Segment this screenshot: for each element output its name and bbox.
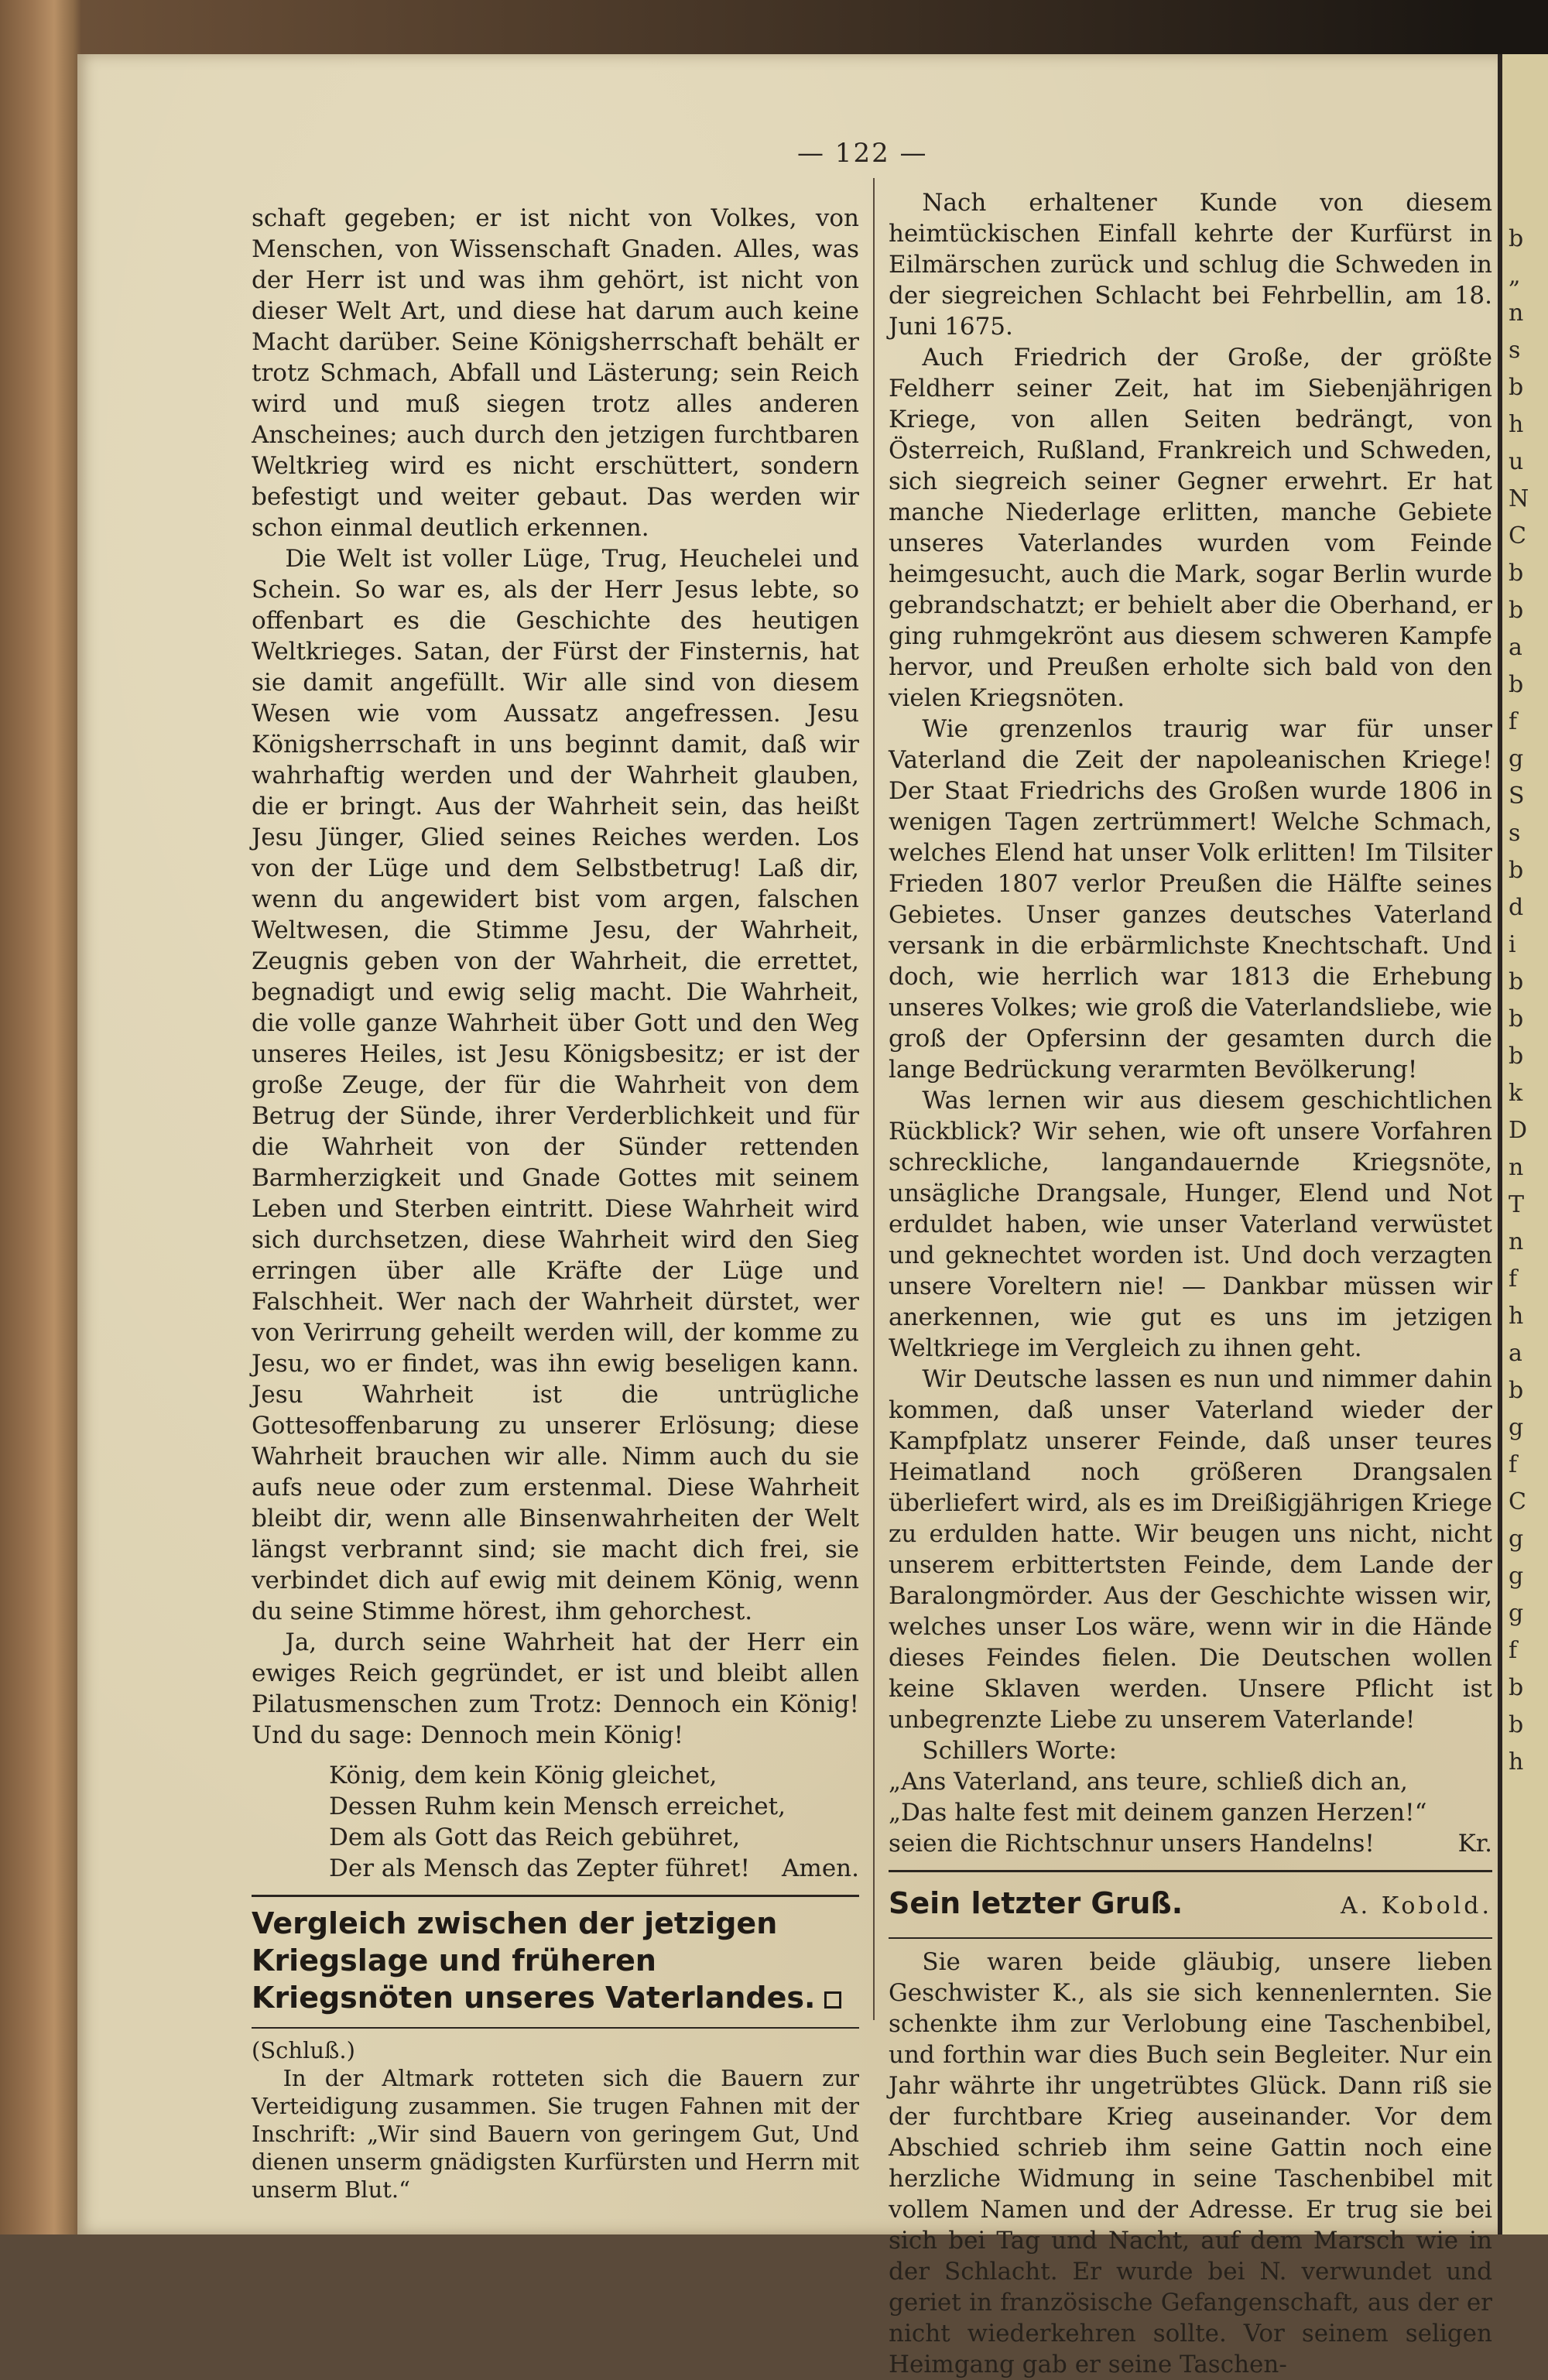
fragment-letter: „ (1509, 262, 1521, 289)
fragment-letter: s (1509, 337, 1521, 364)
fragment-letter: g (1509, 1600, 1524, 1627)
paragraph: schaft gegeben; er ist nicht von Volkes, von Menschen, von Wissenschaft Gnaden. Alles, was der Herr ist und was ihm gehört, ist nicht von dieser Welt Art, und diese hat darum auch keine Macht darüber. Seine Königsherrschaft behält er trotz Schmach, Abfall und Lästerung; sein Reich wird und muß siegen trotz alles anderen Anscheines; auch durch den jetzigen furchtbaren Weltkrieg wird es nicht erschüttert, sondern befestigt und weiter gebaut. Das werden wir schon einmal deutlich erkennen. (252, 204, 859, 542)
fragment-letter: g (1509, 1563, 1524, 1590)
fragment-letter: u (1509, 448, 1524, 475)
fragment-letter: g (1509, 1526, 1524, 1553)
fragment-letter: g (1509, 745, 1524, 772)
hymn-verse (329, 1760, 859, 1884)
fragment-letter: b (1509, 1043, 1524, 1070)
paragraph: Sie waren beide gläubig, unsere lieben Geschwister K., als sie sich kennenlernten. Sie schenkte ihm zur Verlobung eine Taschenbibel, und forthin war dies Buch sein Begleiter. Nur ein Jahr währte ihr ungetrübtes Glück. Dann riß sie der furchtbare Krieg auseinander. Vor dem Abschied schrieb ihm seine Gattin noch eine herzliche Widmung in seine Taschenbibel mit vollem Namen und der Adresse. Er trug sie bei sich bei Tag und Nacht, auf dem Marsch wie in der Schlacht. Er wurde bei N. verwundet und geriet in französische Gefangenschaft, aus der er nicht wiederkehren sollte. Vor seinem seligen Heimgang gab er seine Taschen- (889, 1948, 1492, 2378)
section-rule (252, 2027, 859, 2029)
next-page-edge (1498, 54, 1548, 2234)
closing-line (889, 1828, 1492, 1859)
fragment-letter: d (1509, 894, 1524, 921)
fragment-letter: S (1509, 782, 1525, 810)
fragment-letter: n (1509, 1228, 1524, 1255)
fragment-letter: g (1509, 1414, 1524, 1441)
paragraph: Auch Friedrich der Große, der größte Feldherr seiner Zeit, hat im Siebenjährigen Kriege, von allen Seiten bedrängt, von Österreich, Rußland, Frankreich und Schweden, sich siegreich seiner Gegner erwehrt. Er hat manche Niederlage erlitten, manche Gebiete unseres Vaterlandes wurden vom Feinde heimgesucht, auch die Mark, sogar Berlin wurde gebrandschatzt; er behielt aber die Oberhand, er ging ruhmgekrönt aus diesem schweren Kampfe hervor, und Preußen erholte sich bald von den vielen Kriegsnöten. (889, 344, 1492, 712)
section-rule (889, 1870, 1492, 1872)
article-author: A. Kobold. (1340, 1892, 1492, 1919)
fragment-letter: C (1509, 1488, 1526, 1515)
fragment-letter: b (1509, 857, 1524, 884)
verse-line: Dessen Ruhm kein Mensch erreichet, (329, 1793, 786, 1820)
fragment-letter: h (1509, 411, 1524, 438)
quote-line: „Ans Vaterland, ans teure, schließ dich an, (889, 1768, 1408, 1796)
right-column (889, 187, 1492, 2380)
fragment-letter: N (1509, 485, 1529, 512)
verse-line-final (329, 1853, 859, 1884)
article-title: Sein letzter Gruß. (889, 1886, 1183, 1920)
fragment-letter: f (1509, 1451, 1518, 1478)
paragraph: Was lernen wir aus diesem geschichtlichen Rückblick? Wir sehen, wie oft unsere Vorfahren schreckliche, langandauernde Kriegsnöte, unsägliche Drangsale, Hunger, Elend und Not erduldet haben, wie unser Vaterland verwüstet und geknechtet worden ist. Und doch verzagten unsere Voreltern nie! — Dankbar müssen wir anerkennen, wie gut es uns im jetzigen Weltkriege im Vergleich zu ihnen geht. (889, 1087, 1492, 1362)
verse-line: Dem als Gott das Reich gebühret, (329, 1824, 741, 1851)
fragment-letter: a (1509, 1340, 1522, 1367)
fragment-letter: b (1509, 374, 1524, 401)
paragraph: Ja, durch seine Wahrheit hat der Herr ein ewiges Reich gegründet, er ist und bleibt allen Pilatusmenschen zum Trotz: Dennoch ein König! Und du sage: Dennoch mein König! (252, 1628, 859, 1749)
fragment-letter: D (1509, 1117, 1528, 1144)
quote-intro: Schillers Worte: (922, 1737, 1118, 1765)
fragment-letter: k (1509, 1080, 1523, 1107)
fragment-letter: s (1509, 820, 1521, 847)
fragment-letter: b (1509, 560, 1524, 587)
verse-line: Der als Mensch das Zepter führet! (329, 1854, 750, 1882)
fragment-letter: n (1509, 300, 1524, 327)
page-number: — 122 — (797, 138, 928, 169)
closing-text: seien die Richtschnur unsers Handelns! (889, 1830, 1375, 1858)
paragraph: Nach erhaltener Kunde von diesem heimtückischen Einfall kehrte der Kurfürst in Eilmärschen zurück und schlug die Schweden in der siegreichen Schlacht bei Fehrbellin, am 18. Juni 1675. (889, 189, 1492, 341)
square-ornament-icon (824, 1991, 841, 2008)
fragment-letter: n (1509, 1154, 1524, 1181)
fragment-letter: b (1509, 1005, 1524, 1032)
fragment-letter: h (1509, 1303, 1524, 1330)
next-page-fragments (1502, 54, 1548, 1781)
verse-line: König, dem kein König gleichet, (329, 1762, 717, 1789)
fragment-letter: C (1509, 522, 1526, 550)
fragment-letter: T (1509, 1191, 1525, 1218)
fragment-letter: a (1509, 634, 1522, 661)
paragraph: In der Altmark rotteten sich die Bauern zur Verteidigung zusammen. Sie trugen Fahnen mit der Inschrift: „Wir sind Bauern von geringem Gut, Und dienen unserm gnädigsten Kurfürsten und Herrn mit unserm Blut.“ (252, 2065, 859, 2203)
fragment-letter: f (1509, 1637, 1518, 1664)
fragment-letter: b (1509, 671, 1524, 698)
fragment-letter: i (1509, 931, 1516, 958)
column-divider (873, 178, 875, 2020)
section-rule (252, 1895, 859, 1897)
signature: Kr. (1457, 1830, 1492, 1858)
fragment-letter: f (1509, 708, 1518, 735)
quote-line: „Das halte fest mit deinem ganzen Herzen!“ (889, 1799, 1427, 1827)
fragment-letter: b (1509, 225, 1524, 252)
continuation-note: (Schluß.) (252, 2037, 355, 2063)
amen-text: Amen. (782, 1854, 859, 1882)
left-column (252, 203, 859, 2204)
fragment-letter: h (1509, 1748, 1524, 1776)
paragraph: Wir Deutsche lassen es nun und nimmer dahin kommen, daß unser Vaterland wieder der Kampfplatz unserer Feinde, daß unser teures Heimatland noch größeren Drangsalen überliefert wird, als es im Dreißigjährigen Kriege zu erdulden hatte. Wir beugen uns nicht, nicht unserem erbittertsten Feinde, dem Lande der Baralongmörder. Aus der Geschichte wissen wir, welches unser Los wäre, wenn wir in die Hände dieses Feindes fielen. Die Deutschen wollen keine Sklaven werden. Unsere Pflicht ist unbegrenzte Liebe zu unserem Vaterlande! (889, 1365, 1492, 1734)
section-rule (889, 1937, 1492, 1939)
paragraph: Wie grenzenlos traurig war für unser Vaterland die Zeit der napoleanischen Kriege! Der Staat Friedrichs des Großen wurde 1806 in wenigen Tagen zertrümmert! Welche Schmach, welches Elend hat unser Volk erlitten! Im Tilsiter Frieden 1807 verlor Preußen die Hälfte seines Gebietes. Unser ganzes deutsches Vaterland versank in die erbärmlichste Knechtschaft. Und doch, wie herrlich war 1813 die Erhebung unseres Volkes; wie groß die Vaterlandsliebe, wie groß der Opfersinn der gesamten durch die lange Bedrückung verarmten Bevölkerung! (889, 715, 1492, 1084)
article-header (889, 1880, 1492, 1926)
fragment-letter: b (1509, 1674, 1524, 1701)
fragment-letter: b (1509, 597, 1524, 624)
article-title: Vergleich zwischen der jetzigen Kriegslage und früheren Kriegsnöten unseres Vaterlandes. (252, 1905, 859, 2016)
fragment-letter: b (1509, 1711, 1524, 1738)
fragment-letter: b (1509, 1377, 1524, 1404)
fragment-letter: b (1509, 968, 1524, 995)
fragment-letter: f (1509, 1265, 1518, 1293)
paragraph: Die Welt ist voller Lüge, Trug, Heuchelei und Schein. So war es, als der Herr Jesus lebte, so offenbart es die Geschichte des heutigen Weltkrieges. Satan, der Fürst der Finsternis, hat sie damit angefüllt. Wir alle sind von diesem Wesen wie vom Aussatz angefressen. Jesu Königsherrschaft in uns beginnt damit, daß wir wahrhaftig werden und der Wahrheit glauben, die er bringt. Aus der Wahrheit sein, das heißt Jesu Jünger, Glied seines Reiches werden. Los von der Lüge und dem Selbstbetrug! Laß dir, wenn du angewidert bist vom argen, falschen Weltwesen, die Stimme Jesu, der Wahrheit, Zeugnis geben von der Wahrheit, die errettet, begnadigt und ewig selig macht. Die Wahrheit, die volle ganze Wahrheit über Gott und den Weg unseres Heiles, ist Jesu Königsbesitz; er ist der große Zeuge, der für die Wahrheit von dem Betrug der Sünde, ihrer Verderblichkeit und für die Wahrheit von der Sünder rettenden Barmherzigkeit und Gnade Gottes mit seinem Leben und Sterben eintritt. Diese Wahrheit wird sich durchsetzen, diese Wahrheit wird den Sieg erringen über alle Kräfte der Lüge und Falschheit. Wer nach der Wahrheit dürstet, wer von Verirrung geheilt werden will, der komme zu Jesu, wo er findet, was ihn ewig beseligen kann. Jesu Wahrheit ist die untrügliche Gottesoffenbarung zu unserer Erlösung; diese Wahrheit brauchen wir alle. Nimm auch du sie aufs neue oder zum erstenmal. Diese Wahrheit bleibt dir, wenn alle Binsenwahrheiten der Welt längst verbrannt sind; sie macht dich frei, sie verbindet dich auf ewig mit deinem König, wenn du seine Stimme hörest, ihm gehorchest. (252, 545, 859, 1625)
